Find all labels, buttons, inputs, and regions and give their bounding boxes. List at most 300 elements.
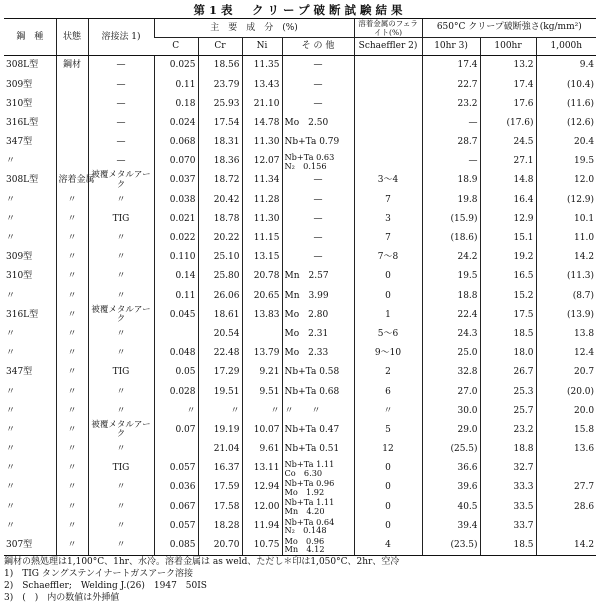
cell-steel: 〃	[6, 405, 16, 416]
cell-cr: 23.79	[198, 75, 242, 94]
cell-c: 0.085	[154, 536, 198, 556]
cell-other	[282, 305, 354, 324]
cell-c: 0.036	[154, 478, 198, 497]
cell-other	[282, 325, 354, 344]
table-row	[4, 401, 596, 420]
cell-sch	[354, 56, 422, 76]
cell-h100: 14.8	[480, 171, 536, 190]
cell-h10: 19.8	[422, 190, 480, 209]
cell-c: 0.045	[154, 305, 198, 324]
cell-steel: 310型	[6, 271, 33, 282]
cell-sch: 5	[354, 421, 422, 440]
cell-cr: 21.04	[198, 440, 242, 459]
cell-cond: 〃	[56, 190, 88, 209]
cell-ni: 13.79	[242, 344, 282, 363]
cell-c: 0.057	[154, 517, 198, 536]
cell-steel: 316L型	[6, 309, 39, 320]
cell-h10: (23.5)	[422, 536, 480, 556]
cell-ni: 11.15	[242, 229, 282, 248]
cell-h10: 39.6	[422, 478, 480, 497]
cell-h10: 39.4	[422, 517, 480, 536]
table-row	[4, 459, 596, 478]
cell-weld: 〃	[88, 382, 154, 401]
cell-weld: —	[88, 75, 154, 94]
cell-cr: 20.54	[198, 325, 242, 344]
cell-ni: 〃	[242, 401, 282, 420]
other-line: Nb+Ta 0.58	[284, 367, 340, 378]
cell-sch: 0	[354, 497, 422, 516]
cell-h100: 33.7	[480, 517, 536, 536]
cell-sch: 4	[354, 536, 422, 556]
cell-h100: 27.1	[480, 152, 536, 171]
other-line: —	[313, 213, 323, 224]
cell-weld: —	[88, 94, 154, 113]
other-line: Nb+Ta 0.47	[284, 424, 340, 435]
header-cr: Cr	[198, 38, 242, 56]
cell-ni: 11.34	[242, 171, 282, 190]
cell-cr: 18.61	[198, 305, 242, 324]
cell-c: 0.022	[154, 229, 198, 248]
cell-other	[282, 94, 354, 113]
cell-h100: 12.9	[480, 210, 536, 229]
cell-sch: 3	[354, 210, 422, 229]
cell-h10: (25.5)	[422, 440, 480, 459]
cell-h100: 23.2	[480, 421, 536, 440]
cell-steel: 〃	[6, 463, 16, 474]
cell-cr: 20.42	[198, 190, 242, 209]
other-line: —	[313, 79, 323, 90]
cell-c: 0.05	[154, 363, 198, 382]
header-other: そ の 他	[282, 38, 354, 56]
cell-c	[154, 325, 198, 344]
header-ni: Ni	[242, 38, 282, 56]
cell-other	[282, 133, 354, 152]
cell-other	[282, 459, 354, 478]
cell-h1000: 13.6	[536, 440, 596, 459]
cell-sch	[354, 152, 422, 171]
cell-cr: 17.54	[198, 114, 242, 133]
cell-cond: 〃	[56, 401, 88, 420]
cell-cond: 〃	[56, 536, 88, 556]
cell-weld: 〃	[88, 248, 154, 267]
cell-other	[282, 286, 354, 305]
cell-h100: 33.5	[480, 497, 536, 516]
table-row	[4, 75, 596, 94]
cell-h1000: 20.4	[536, 133, 596, 152]
cell-h1000	[536, 517, 596, 536]
other-line: —	[313, 252, 323, 263]
cell-h100: 17.4	[480, 75, 536, 94]
cell-weld: —	[88, 152, 154, 171]
cell-h1000: 13.8	[536, 325, 596, 344]
cell-cr: 〃	[198, 401, 242, 420]
cell-cr: 18.31	[198, 133, 242, 152]
cell-cond: 〃	[56, 440, 88, 459]
cell-h1000: (20.0)	[536, 382, 596, 401]
cell-other	[282, 171, 354, 190]
cell-weld: —	[88, 133, 154, 152]
table-row	[4, 363, 596, 382]
cell-h100: 25.7	[480, 401, 536, 420]
cell-h100: 13.2	[480, 56, 536, 76]
cell-h1000: (10.4)	[536, 75, 596, 94]
other-line: Nb+Ta 0.64	[284, 516, 335, 527]
cell-text: 被覆メタルアーク	[91, 419, 151, 440]
cell-cond: 〃	[56, 517, 88, 536]
cell-ni: 12.00	[242, 497, 282, 516]
cell-h100: 33.3	[480, 478, 536, 497]
cell-cr: 18.28	[198, 517, 242, 536]
cell-c: 0.11	[154, 75, 198, 94]
table-row	[4, 325, 596, 344]
cell-h100: 16.5	[480, 267, 536, 286]
cell-sch: 7～8	[354, 248, 422, 267]
cell-ni: 9.61	[242, 440, 282, 459]
cell-c: 0.067	[154, 497, 198, 516]
table-row	[4, 344, 596, 363]
cell-cr: 17.58	[198, 497, 242, 516]
cell-h1000: 12.0	[536, 171, 596, 190]
footnote-1: 1) TIG タングステンイナートガスアーク溶接	[4, 569, 193, 579]
cell-h10: 25.0	[422, 344, 480, 363]
table-row	[4, 133, 596, 152]
cell-c: 0.070	[154, 152, 198, 171]
cell-other	[282, 190, 354, 209]
other-line: Co 6.30	[284, 467, 323, 478]
cell-steel: 〃	[6, 348, 16, 359]
cell-weld: TIG	[88, 363, 154, 382]
cell-h10: 29.0	[422, 421, 480, 440]
cell-weld: 〃	[88, 229, 154, 248]
cell-other	[282, 517, 354, 536]
table-body	[4, 56, 596, 556]
cell-cr: 25.80	[198, 267, 242, 286]
cell-other	[282, 152, 354, 171]
cell-h10: 24.2	[422, 248, 480, 267]
other-line: 〃 〃	[284, 405, 321, 416]
cell-weld: 〃	[88, 497, 154, 516]
cell-h1000: 20.7	[536, 363, 596, 382]
cell-h10: 40.5	[422, 497, 480, 516]
other-line: Mo 2.31	[284, 328, 329, 339]
cell-cond: 〃	[56, 497, 88, 516]
cell-h10: (18.6)	[422, 229, 480, 248]
other-line: Mo 0.96	[284, 535, 325, 546]
cell-h1000: 27.7	[536, 478, 596, 497]
cell-weld: 〃	[88, 190, 154, 209]
cell-steel: 308L型	[6, 175, 39, 186]
cell-cond: 〃	[56, 267, 88, 286]
cell-h100: 25.3	[480, 382, 536, 401]
cell-cond: 〃	[56, 382, 88, 401]
cell-sch: 7	[354, 190, 422, 209]
cell-h100: 17.6	[480, 94, 536, 113]
cell-other	[282, 440, 354, 459]
cell-cr: 20.70	[198, 536, 242, 556]
footnote-3: 3) ( ) 内の数値は外挿値	[4, 593, 120, 603]
cell-sch: 0	[354, 478, 422, 497]
cell-ni: 9.51	[242, 382, 282, 401]
cell-steel: 〃	[6, 482, 16, 493]
cell-h1000: (13.9)	[536, 305, 596, 324]
cell-h1000: (8.7)	[536, 286, 596, 305]
cell-sch	[354, 114, 422, 133]
cell-c	[154, 440, 198, 459]
cell-ni: 11.30	[242, 210, 282, 229]
cell-ni: 20.65	[242, 286, 282, 305]
cell-h1000: 20.0	[536, 401, 596, 420]
cell-weld: —	[88, 56, 154, 76]
cell-h10: 30.0	[422, 401, 480, 420]
other-line: Nb+Ta 0.79	[284, 137, 340, 148]
other-line: —	[313, 233, 323, 244]
cell-h100: (17.6)	[480, 114, 536, 133]
cell-cr: 22.48	[198, 344, 242, 363]
cell-cond: 〃	[56, 305, 88, 324]
cell-h1000: (11.3)	[536, 267, 596, 286]
table-row	[4, 440, 596, 459]
cell-h10: 27.0	[422, 382, 480, 401]
cell-sch: 0	[354, 267, 422, 286]
cell-h100: 16.4	[480, 190, 536, 209]
cell-cond: 〃	[56, 286, 88, 305]
cell-h1000: 11.0	[536, 229, 596, 248]
cell-steel: 〃	[6, 290, 16, 301]
cell-other	[282, 363, 354, 382]
other-line: Nb+Ta 0.96	[284, 478, 335, 489]
cell-h10: 24.3	[422, 325, 480, 344]
cell-h100: 15.2	[480, 286, 536, 305]
cell-h10: 36.6	[422, 459, 480, 478]
cell-cond	[56, 94, 88, 113]
other-line: Nb+Ta 1.11	[284, 458, 335, 469]
cell-h1000: 14.2	[536, 248, 596, 267]
cell-text: 被覆メタルアーク	[91, 170, 151, 190]
cell-sch	[354, 94, 422, 113]
other-line: —	[313, 60, 323, 71]
table-row	[4, 210, 596, 229]
cell-weld: 〃	[88, 401, 154, 420]
cell-ni: 10.75	[242, 536, 282, 556]
other-line: —	[313, 98, 323, 109]
cell-cr: 18.56	[198, 56, 242, 76]
cell-sch: 1	[354, 305, 422, 324]
cell-h1000: 14.2	[536, 536, 596, 556]
cell-h1000: 19.5	[536, 152, 596, 171]
cell-cr: 25.93	[198, 94, 242, 113]
cell-other	[282, 421, 354, 440]
other-line: N₂ 0.156	[284, 160, 327, 171]
cell-h10: 23.2	[422, 94, 480, 113]
cell-cond: 〃	[56, 459, 88, 478]
cell-c: 0.18	[154, 94, 198, 113]
cell-steel: 〃	[6, 328, 16, 339]
cell-cr: 19.51	[198, 382, 242, 401]
table-row	[4, 286, 596, 305]
cell-h100: 26.7	[480, 363, 536, 382]
table-row	[4, 421, 596, 440]
creep-rupture-table	[4, 18, 596, 556]
cell-weld: 〃	[88, 440, 154, 459]
cell-sch: 3～4	[354, 171, 422, 190]
other-line: Mo 2.80	[284, 309, 329, 320]
cell-other	[282, 382, 354, 401]
cell-cond: 鋼材	[56, 56, 88, 76]
cell-ni: 12.07	[242, 152, 282, 171]
cell-sch: 6	[354, 382, 422, 401]
cell-c: 0.07	[154, 421, 198, 440]
other-line: Nb+Ta 1.11	[284, 497, 335, 508]
cell-h100: 18.0	[480, 344, 536, 363]
cell-cond: 〃	[56, 248, 88, 267]
cell-ni: 14.78	[242, 114, 282, 133]
cell-cond	[56, 152, 88, 171]
cell-ni: 12.94	[242, 478, 282, 497]
cell-sch: 0	[354, 517, 422, 536]
cell-weld: 〃	[88, 286, 154, 305]
cell-steel: 〃	[6, 424, 16, 435]
cell-ni: 13.43	[242, 75, 282, 94]
cell-h1000: 10.1	[536, 210, 596, 229]
cell-weld: 〃	[88, 478, 154, 497]
cell-text: 被覆メタルアーク	[91, 304, 151, 325]
cell-h1000: (11.6)	[536, 94, 596, 113]
cell-cond: 〃	[56, 344, 88, 363]
cell-steel: 〃	[6, 156, 16, 167]
cell-other	[282, 344, 354, 363]
table-row	[4, 305, 596, 324]
cell-c: 0.028	[154, 382, 198, 401]
cell-weld: 〃	[88, 517, 154, 536]
cell-ni: 13.83	[242, 305, 282, 324]
table-row	[4, 536, 596, 556]
cell-steel: 316L型	[6, 117, 39, 128]
header-condition: 状態	[56, 19, 88, 56]
cell-ni: 20.78	[242, 267, 282, 286]
header-strength: 650°C クリープ破断強さ(kg/mm²)	[422, 19, 596, 38]
footnotes	[4, 556, 399, 604]
table-row	[4, 190, 596, 209]
table-row	[4, 152, 596, 171]
cell-cr: 25.10	[198, 248, 242, 267]
cell-other	[282, 478, 354, 497]
cell-other	[282, 497, 354, 516]
cell-weld	[88, 421, 154, 440]
cell-steel: 〃	[6, 233, 16, 244]
cell-other	[282, 75, 354, 94]
cell-c: 0.14	[154, 267, 198, 286]
cell-ni: 21.10	[242, 94, 282, 113]
footnote-0: 鋼材の熱処理は1,100°C、1hr、水冷。溶着金属は as weld、ただし＊印は1,050°C、2hr、空冷	[4, 557, 400, 567]
cell-cond: 〃	[56, 229, 88, 248]
cell-c: 0.021	[154, 210, 198, 229]
table-row	[4, 94, 596, 113]
other-line: N₂ 0.148	[284, 525, 327, 536]
cell-steel: 347型	[6, 367, 33, 378]
header-1000h: 1,000h	[536, 38, 596, 56]
cell-steel: 347型	[6, 137, 33, 148]
cell-h1000: (12.6)	[536, 114, 596, 133]
cell-h10: 18.9	[422, 171, 480, 190]
table-row	[4, 114, 596, 133]
cell-weld: TIG	[88, 459, 154, 478]
other-line: Nb+Ta 0.63	[284, 151, 335, 162]
cell-h100: 17.5	[480, 305, 536, 324]
cell-h10: 22.7	[422, 75, 480, 94]
cell-other	[282, 267, 354, 286]
cell-h10: 32.8	[422, 363, 480, 382]
table-row	[4, 497, 596, 516]
cell-steel: 309型	[6, 79, 33, 90]
cell-cond: 〃	[56, 325, 88, 344]
header-steel: 鋼 種	[4, 19, 56, 56]
table-title: 第1表 クリープ破断試験結果	[193, 3, 407, 17]
cell-h10: 28.7	[422, 133, 480, 152]
cell-cr: 17.59	[198, 478, 242, 497]
cell-steel: 〃	[6, 444, 16, 455]
cell-sch	[354, 75, 422, 94]
cell-h10: (15.9)	[422, 210, 480, 229]
cell-sch	[354, 133, 422, 152]
table-row	[4, 56, 596, 76]
cell-h100: 19.2	[480, 248, 536, 267]
cell-sch: 0	[354, 286, 422, 305]
cell-steel: 〃	[6, 213, 16, 224]
other-line: Mo 1.92	[284, 486, 325, 497]
cell-c: 0.038	[154, 190, 198, 209]
cell-h1000	[536, 459, 596, 478]
cell-weld: 〃	[88, 325, 154, 344]
cell-sch: 2	[354, 363, 422, 382]
table-row	[4, 267, 596, 286]
other-line: Mn 4.20	[284, 505, 325, 516]
cell-c: 0.024	[154, 114, 198, 133]
cell-steel: 308L型	[6, 60, 39, 71]
cell-cond	[56, 114, 88, 133]
cell-cond	[56, 133, 88, 152]
cell-h10: 22.4	[422, 305, 480, 324]
other-line: —	[313, 194, 323, 205]
cell-cr: 19.19	[198, 421, 242, 440]
other-line: Mn 3.99	[284, 290, 329, 301]
cell-weld: TIG	[88, 210, 154, 229]
cell-cond: 溶着金属	[56, 171, 88, 190]
cell-cond	[56, 75, 88, 94]
table-row	[4, 229, 596, 248]
cell-sch: 〃	[354, 401, 422, 420]
cell-c: 0.048	[154, 344, 198, 363]
cell-c: 0.025	[154, 56, 198, 76]
cell-c: 0.068	[154, 133, 198, 152]
cell-ni: 11.94	[242, 517, 282, 536]
cell-h100: 15.1	[480, 229, 536, 248]
header-10hr: 10hr 3)	[422, 38, 480, 56]
cell-steel: 307型	[4, 536, 56, 556]
cell-steel: 309型	[6, 252, 33, 263]
cell-cr: 17.29	[198, 363, 242, 382]
cell-sch: 12	[354, 440, 422, 459]
cell-other	[282, 210, 354, 229]
cell-sch: 0	[354, 459, 422, 478]
cell-h1000: 28.6	[536, 497, 596, 516]
cell-c: 0.11	[154, 286, 198, 305]
header-c: C	[154, 38, 198, 56]
cell-h1000: 9.4	[536, 56, 596, 76]
cell-h1000: (12.9)	[536, 190, 596, 209]
header-100hr: 100hr	[480, 38, 536, 56]
cell-cr: 26.06	[198, 286, 242, 305]
cell-cond: 〃	[56, 363, 88, 382]
